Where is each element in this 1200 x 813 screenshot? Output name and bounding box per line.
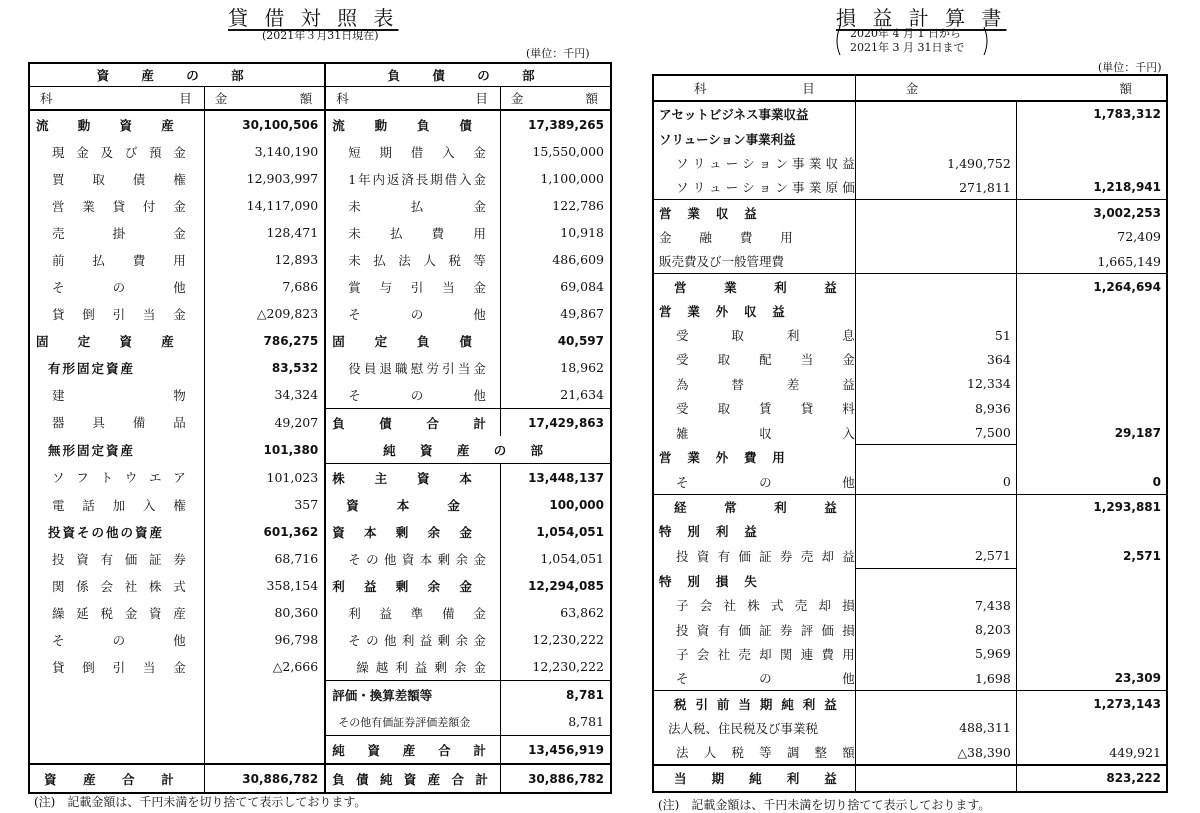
bs-right-item: 役員退職慰労引当金 bbox=[348, 360, 486, 376]
pl-amount-detail: 1,698 bbox=[855, 666, 1016, 691]
bs-left-item: 貸倒引当金 bbox=[52, 306, 186, 322]
bs-right-item: 評価・換算差額等 bbox=[325, 681, 500, 709]
income-statement-table bbox=[652, 74, 1168, 793]
pl-row bbox=[653, 299, 1167, 323]
pl-amount-total: 3,002,253 bbox=[1016, 200, 1167, 225]
pl-amount-total bbox=[1016, 372, 1167, 396]
bs-right-item: 未払法人税等 bbox=[348, 252, 486, 268]
pl-item: 投資有価証券評価損 bbox=[676, 622, 855, 638]
bs-right-amount: 486,609 bbox=[500, 246, 611, 273]
bs-right-item: その他 bbox=[348, 306, 486, 322]
bs-right-amount: 18,962 bbox=[500, 354, 611, 381]
bs-row bbox=[29, 300, 611, 327]
bs-right-amount: 15,550,000 bbox=[500, 138, 611, 165]
pl-amount-total: 1,264,694 bbox=[1016, 274, 1167, 299]
pl-item: 受取賃貸料 bbox=[676, 401, 855, 416]
bs-left-item: その他 bbox=[52, 279, 186, 295]
pl-amount-total: 0 bbox=[1016, 470, 1167, 495]
bs-left-item: 流動資産 bbox=[36, 117, 176, 133]
pl-row bbox=[653, 642, 1167, 666]
bs-row bbox=[29, 327, 611, 354]
bs-row bbox=[29, 653, 611, 681]
bs-left-amount: 12,903,997 bbox=[204, 165, 325, 192]
bs-row bbox=[29, 491, 611, 518]
bs-left-item: 無形固定資産 bbox=[48, 442, 136, 458]
bs-right-item: 純資産合計 bbox=[325, 736, 500, 765]
pl-row bbox=[653, 175, 1167, 200]
bs-right-item: その他利益剰余金 bbox=[348, 632, 486, 648]
bs-right-amount: 69,084 bbox=[500, 273, 611, 300]
bs-left-amount bbox=[204, 708, 325, 736]
bs-right-amount: 8,781 bbox=[500, 681, 611, 709]
bs-right-amount: 1,054,051 bbox=[500, 545, 611, 572]
pl-note: (注) 記載金額は、千円未満を切り捨てて表示しております。 bbox=[658, 798, 991, 812]
pl-row bbox=[653, 666, 1167, 691]
bs-left-item: 前払費用 bbox=[52, 252, 186, 268]
bs-row bbox=[29, 545, 611, 572]
pl-row bbox=[653, 593, 1167, 617]
pl-row bbox=[653, 445, 1167, 470]
pl-amount-detail bbox=[855, 299, 1016, 323]
pl-item: アセットビジネス事業収益 bbox=[659, 107, 809, 123]
pl-amount-total bbox=[1016, 396, 1167, 420]
pl-item: 為替差益 bbox=[676, 376, 855, 392]
bs-left-item: 売掛金 bbox=[52, 225, 186, 241]
pl-row bbox=[653, 495, 1167, 520]
bs-right-item: その他 bbox=[348, 387, 486, 403]
pl-amount-detail: 2,571 bbox=[855, 544, 1016, 569]
pl-amount-detail bbox=[855, 249, 1016, 274]
pl-amount-detail bbox=[855, 765, 1016, 791]
pl-row bbox=[653, 568, 1167, 593]
bs-right-amount: 100,000 bbox=[500, 491, 611, 518]
bs-left-amount bbox=[204, 681, 325, 709]
pl-row bbox=[653, 249, 1167, 274]
liabilities-header: 負 債 の 部 bbox=[325, 63, 611, 87]
bs-left-item: 電話加入権 bbox=[52, 497, 186, 513]
bs-column-header-row bbox=[29, 87, 611, 111]
pl-header-row bbox=[653, 75, 1167, 101]
bs-left-amount: 358,154 bbox=[204, 572, 325, 599]
bs-row bbox=[29, 381, 611, 409]
col-item-left: 科 目 bbox=[29, 87, 204, 111]
pl-item: 投資有価証券売却益 bbox=[676, 549, 855, 565]
pl-amount-detail bbox=[855, 445, 1016, 470]
col-amount-right: 金 額 bbox=[500, 87, 611, 111]
pl-amount-detail: 8,936 bbox=[855, 396, 1016, 420]
bs-right-item: 負債合計 bbox=[325, 409, 500, 437]
pl-item: 営業収益 bbox=[653, 200, 855, 225]
pl-amount-total: 72,409 bbox=[1016, 225, 1167, 249]
pl-row bbox=[653, 274, 1167, 299]
bs-left-item: 貸倒引当金 bbox=[52, 659, 186, 675]
pl-row bbox=[653, 372, 1167, 396]
pl-amount-total bbox=[1016, 593, 1167, 617]
bs-left-amount: 30,100,506 bbox=[204, 110, 325, 138]
bs-row bbox=[29, 518, 611, 545]
pl-amount-detail bbox=[855, 495, 1016, 520]
bs-right-amount: 10,918 bbox=[500, 219, 611, 246]
pl-amount-total bbox=[1016, 323, 1167, 347]
bs-right-amount: 122,786 bbox=[500, 192, 611, 219]
bs-left-amount: 49,207 bbox=[204, 409, 325, 437]
bs-left-item: 現金及び預金 bbox=[52, 144, 186, 160]
pl-row bbox=[653, 544, 1167, 569]
pl-item: 営業外費用 bbox=[659, 450, 785, 466]
pl-item: 金融費用 bbox=[659, 229, 793, 245]
bs-left-amount: 14,117,090 bbox=[204, 192, 325, 219]
bs-right-item: 短期借入金 bbox=[348, 144, 486, 160]
bs-right-item: 利益準備金 bbox=[348, 605, 486, 621]
bs-left-amount: 128,471 bbox=[204, 219, 325, 246]
bs-left-amount: 34,324 bbox=[204, 381, 325, 409]
pl-period bbox=[832, 26, 992, 56]
pl-amount-detail bbox=[855, 691, 1016, 716]
pl-col-amount: 金 額 bbox=[855, 75, 1167, 101]
pl-row bbox=[653, 519, 1167, 543]
bs-right-amount: 12,230,222 bbox=[500, 653, 611, 681]
pl-amount-total bbox=[1016, 716, 1167, 740]
pl-amount-total bbox=[1016, 642, 1167, 666]
pl-amount-detail: 271,811 bbox=[855, 175, 1016, 200]
bs-left-item: 建物 bbox=[52, 387, 186, 403]
pl-row bbox=[653, 347, 1167, 371]
bs-left-amount: △2,666 bbox=[204, 653, 325, 681]
pl-amount-detail: 7,438 bbox=[855, 593, 1016, 617]
pl-item: 雑収入 bbox=[676, 425, 855, 441]
period-to: 2021年 3 月 31日まで bbox=[850, 41, 965, 54]
pl-amount-total: 23,309 bbox=[1016, 666, 1167, 691]
pl-amount-detail bbox=[855, 225, 1016, 249]
pl-amount-detail: 5,969 bbox=[855, 642, 1016, 666]
bs-right-amount: 49,867 bbox=[500, 300, 611, 327]
pl-amount-detail bbox=[855, 200, 1016, 225]
bs-row bbox=[29, 599, 611, 626]
pl-row bbox=[653, 618, 1167, 642]
col-item-right: 科 目 bbox=[325, 87, 500, 111]
pl-item: 営業外収益 bbox=[659, 303, 785, 319]
bs-left-amount: 80,360 bbox=[204, 599, 325, 626]
pl-row bbox=[653, 127, 1167, 151]
pl-amount-total bbox=[1016, 445, 1167, 470]
bs-row bbox=[29, 572, 611, 599]
bs-left-item bbox=[29, 708, 204, 736]
pl-amount-total bbox=[1016, 347, 1167, 371]
pl-row bbox=[653, 151, 1167, 175]
pl-amount-total: 2,571 bbox=[1016, 544, 1167, 569]
bs-right-amount: 12,230,222 bbox=[500, 626, 611, 653]
pl-amount-detail: △38,390 bbox=[855, 740, 1016, 765]
pl-amount-total: 1,218,941 bbox=[1016, 175, 1167, 200]
bs-right-amount: 8,781 bbox=[500, 708, 611, 736]
bs-left-item: 繰延税金資産 bbox=[52, 605, 186, 621]
bs-row bbox=[29, 165, 611, 192]
bs-row bbox=[29, 273, 611, 300]
pl-item: 特別損失 bbox=[659, 573, 757, 589]
pl-amount-total bbox=[1016, 519, 1167, 543]
pl-amount-total: 1,273,143 bbox=[1016, 691, 1167, 716]
bs-left-amount: 83,532 bbox=[204, 354, 325, 381]
pl-amount-detail bbox=[855, 127, 1016, 151]
period-from: 2020年 4 月 1 日から bbox=[850, 27, 961, 40]
pl-amount-detail bbox=[855, 274, 1016, 299]
pl-item: 法人税等調整額 bbox=[676, 745, 855, 761]
bs-right-amount: 21,634 bbox=[500, 381, 611, 409]
pl-amount-total: 1,665,149 bbox=[1016, 249, 1167, 274]
bs-right-item: 固定負債 bbox=[332, 333, 472, 349]
bs-right-item: 純 資 産 の 部 bbox=[325, 436, 611, 464]
bs-row bbox=[29, 626, 611, 653]
pl-row bbox=[653, 225, 1167, 249]
bs-row bbox=[29, 409, 611, 437]
bs-right-item: 未払費用 bbox=[348, 225, 486, 241]
bs-right-item: 株主資本 bbox=[325, 464, 500, 492]
bs-left-amount bbox=[204, 736, 325, 765]
bs-right-amount: 40,597 bbox=[500, 327, 611, 354]
pl-row bbox=[653, 691, 1167, 716]
pl-row bbox=[653, 740, 1167, 765]
bs-note: (注) 記載金額は、千円未満を切り捨てて表示しております。 bbox=[34, 795, 367, 809]
pl-row bbox=[653, 101, 1167, 126]
pl-amount-detail: 364 bbox=[855, 347, 1016, 371]
bs-right-amount: 13,448,137 bbox=[500, 464, 611, 492]
bs-row bbox=[29, 192, 611, 219]
pl-item: 子会社株式売却損 bbox=[676, 598, 855, 614]
bs-right-item: 繰越利益剰余金 bbox=[356, 659, 486, 675]
bs-section-header-row bbox=[29, 63, 611, 87]
bs-total-row bbox=[29, 764, 611, 793]
bs-date: (2021年３月31日現在) bbox=[262, 29, 379, 42]
bs-right-amount: 1,100,000 bbox=[500, 165, 611, 192]
pl-amount-detail: 12,334 bbox=[855, 372, 1016, 396]
bs-right-item: 未払金 bbox=[348, 198, 486, 214]
bs-right-item: 利益剰余金 bbox=[332, 578, 472, 594]
bs-left-amount: 601,362 bbox=[204, 518, 325, 545]
bs-right-item: 資本剰余金 bbox=[332, 524, 472, 540]
pl-item: 販売費及び一般管理費 bbox=[659, 254, 785, 270]
bs-left-item: 買取債権 bbox=[52, 171, 186, 187]
bs-row bbox=[29, 110, 611, 138]
bs-left-item: 関係会社株式 bbox=[52, 578, 186, 594]
pl-amount-total: 449,921 bbox=[1016, 740, 1167, 765]
bs-left-item: その他 bbox=[52, 632, 186, 648]
assets-total-label: 資 産 合 計 bbox=[29, 764, 204, 793]
bs-left-item: 有形固定資産 bbox=[48, 360, 136, 376]
bs-left-item bbox=[29, 681, 204, 709]
pl-amount-detail bbox=[855, 568, 1016, 593]
col-amount-left: 金 額 bbox=[204, 87, 325, 111]
bs-right-amount: 12,294,085 bbox=[500, 572, 611, 599]
pl-row bbox=[653, 420, 1167, 445]
bs-right-amount: 17,429,863 bbox=[500, 409, 611, 437]
bs-right-amount: 13,456,919 bbox=[500, 736, 611, 765]
bs-row bbox=[29, 464, 611, 492]
bs-row bbox=[29, 681, 611, 709]
pl-row bbox=[653, 323, 1167, 347]
bs-left-item: 器具備品 bbox=[52, 415, 186, 431]
pl-amount-detail: 1,490,752 bbox=[855, 151, 1016, 175]
bs-row bbox=[29, 354, 611, 381]
bs-left-amount: 68,716 bbox=[204, 545, 325, 572]
pl-item: 当期純利益 bbox=[653, 765, 855, 791]
bs-right-item: 資本金 bbox=[346, 497, 460, 513]
pl-item: ソリューション事業利益 bbox=[659, 131, 796, 147]
bs-row bbox=[29, 246, 611, 273]
pl-item: その他 bbox=[676, 671, 855, 687]
liab-net-total-label: 負債純資産合計 bbox=[325, 764, 500, 793]
bs-right-item: 1年内返済長期借入金 bbox=[348, 171, 486, 187]
bs-left-amount: 101,380 bbox=[204, 436, 325, 464]
bs-left-amount: 786,275 bbox=[204, 327, 325, 354]
bs-row bbox=[29, 138, 611, 165]
bs-right-item: 流動負債 bbox=[332, 117, 472, 133]
pl-amount-total bbox=[1016, 299, 1167, 323]
pl-item: 法人税、住民税及び事業税 bbox=[668, 720, 819, 736]
bs-row bbox=[29, 708, 611, 736]
bs-right-item: その他資本剰余金 bbox=[348, 551, 486, 567]
bs-left-item: 営業貸付金 bbox=[52, 198, 186, 214]
pl-item: その他 bbox=[676, 474, 855, 490]
bs-right-item: 賞与引当金 bbox=[348, 279, 486, 295]
bs-left-amount: 96,798 bbox=[204, 626, 325, 653]
bs-row bbox=[29, 736, 611, 765]
pl-amount-total: 1,293,881 bbox=[1016, 495, 1167, 520]
pl-amount-detail: 0 bbox=[855, 470, 1016, 495]
bs-left-item: ソフトウエア bbox=[52, 470, 186, 486]
pl-row bbox=[653, 396, 1167, 420]
pl-amount-total: 29,187 bbox=[1016, 420, 1167, 445]
assets-total-amount: 30,886,782 bbox=[204, 764, 325, 793]
pl-item: 税引前当期純利益 bbox=[653, 691, 855, 716]
liab-net-total-amount: 30,886,782 bbox=[500, 764, 611, 793]
pl-amount-total: 1,783,312 bbox=[1016, 101, 1167, 126]
pl-row bbox=[653, 765, 1167, 791]
bs-left-amount: 7,686 bbox=[204, 273, 325, 300]
bs-left-item bbox=[29, 736, 204, 765]
pl-unit: (単位：千円) bbox=[1098, 61, 1162, 74]
bs-left-item: 投資有価証券 bbox=[52, 551, 186, 567]
pl-title: 損 益 計 算 書 bbox=[836, 6, 1007, 30]
pl-row bbox=[653, 716, 1167, 740]
pl-item: 経常利益 bbox=[653, 495, 855, 520]
pl-amount-total bbox=[1016, 568, 1167, 593]
bs-unit: (単位：千円) bbox=[526, 47, 590, 60]
bs-title: 貸 借 対 照 表 bbox=[228, 6, 399, 30]
pl-row bbox=[653, 470, 1167, 495]
bs-row bbox=[29, 219, 611, 246]
bs-right-amount: 63,862 bbox=[500, 599, 611, 626]
pl-amount-detail: 8,203 bbox=[855, 618, 1016, 642]
pl-amount-detail: 488,311 bbox=[855, 716, 1016, 740]
pl-row bbox=[653, 200, 1167, 225]
pl-item: ソリューション事業収益 bbox=[676, 156, 855, 172]
bs-row bbox=[29, 436, 611, 464]
bs-right-amount: 17,389,265 bbox=[500, 110, 611, 138]
pl-col-item: 科 目 bbox=[653, 75, 855, 101]
pl-amount-total bbox=[1016, 151, 1167, 175]
bs-left-amount: 101,023 bbox=[204, 464, 325, 492]
pl-amount-total: 823,222 bbox=[1016, 765, 1167, 791]
pl-amount-detail: 51 bbox=[855, 323, 1016, 347]
pl-item: 子会社売却関連費用 bbox=[676, 646, 855, 662]
bs-left-item: 固定資産 bbox=[36, 333, 176, 349]
bs-left-item: 投資その他の資産 bbox=[48, 524, 165, 540]
pl-item: 特別利益 bbox=[659, 524, 757, 540]
pl-amount-total bbox=[1016, 127, 1167, 151]
pl-amount-detail bbox=[855, 101, 1016, 126]
balance-sheet-table bbox=[28, 62, 612, 794]
pl-amount-detail bbox=[855, 519, 1016, 543]
bs-right-item: その他有価証券評価差額金 bbox=[338, 715, 471, 729]
bs-left-amount: 357 bbox=[204, 491, 325, 518]
pl-item: 営業利益 bbox=[653, 274, 855, 299]
pl-amount-total bbox=[1016, 618, 1167, 642]
bs-right-amount: 1,054,051 bbox=[500, 518, 611, 545]
bs-left-amount: △209,823 bbox=[204, 300, 325, 327]
pl-item: ソリューション事業原価 bbox=[676, 180, 855, 196]
pl-amount-detail: 7,500 bbox=[855, 420, 1016, 445]
bs-left-amount: 12,893 bbox=[204, 246, 325, 273]
bs-left-amount: 3,140,190 bbox=[204, 138, 325, 165]
pl-item: 受取配当金 bbox=[676, 352, 855, 368]
assets-header: 資 産 の 部 bbox=[29, 63, 325, 87]
pl-item: 受取利息 bbox=[676, 328, 855, 344]
